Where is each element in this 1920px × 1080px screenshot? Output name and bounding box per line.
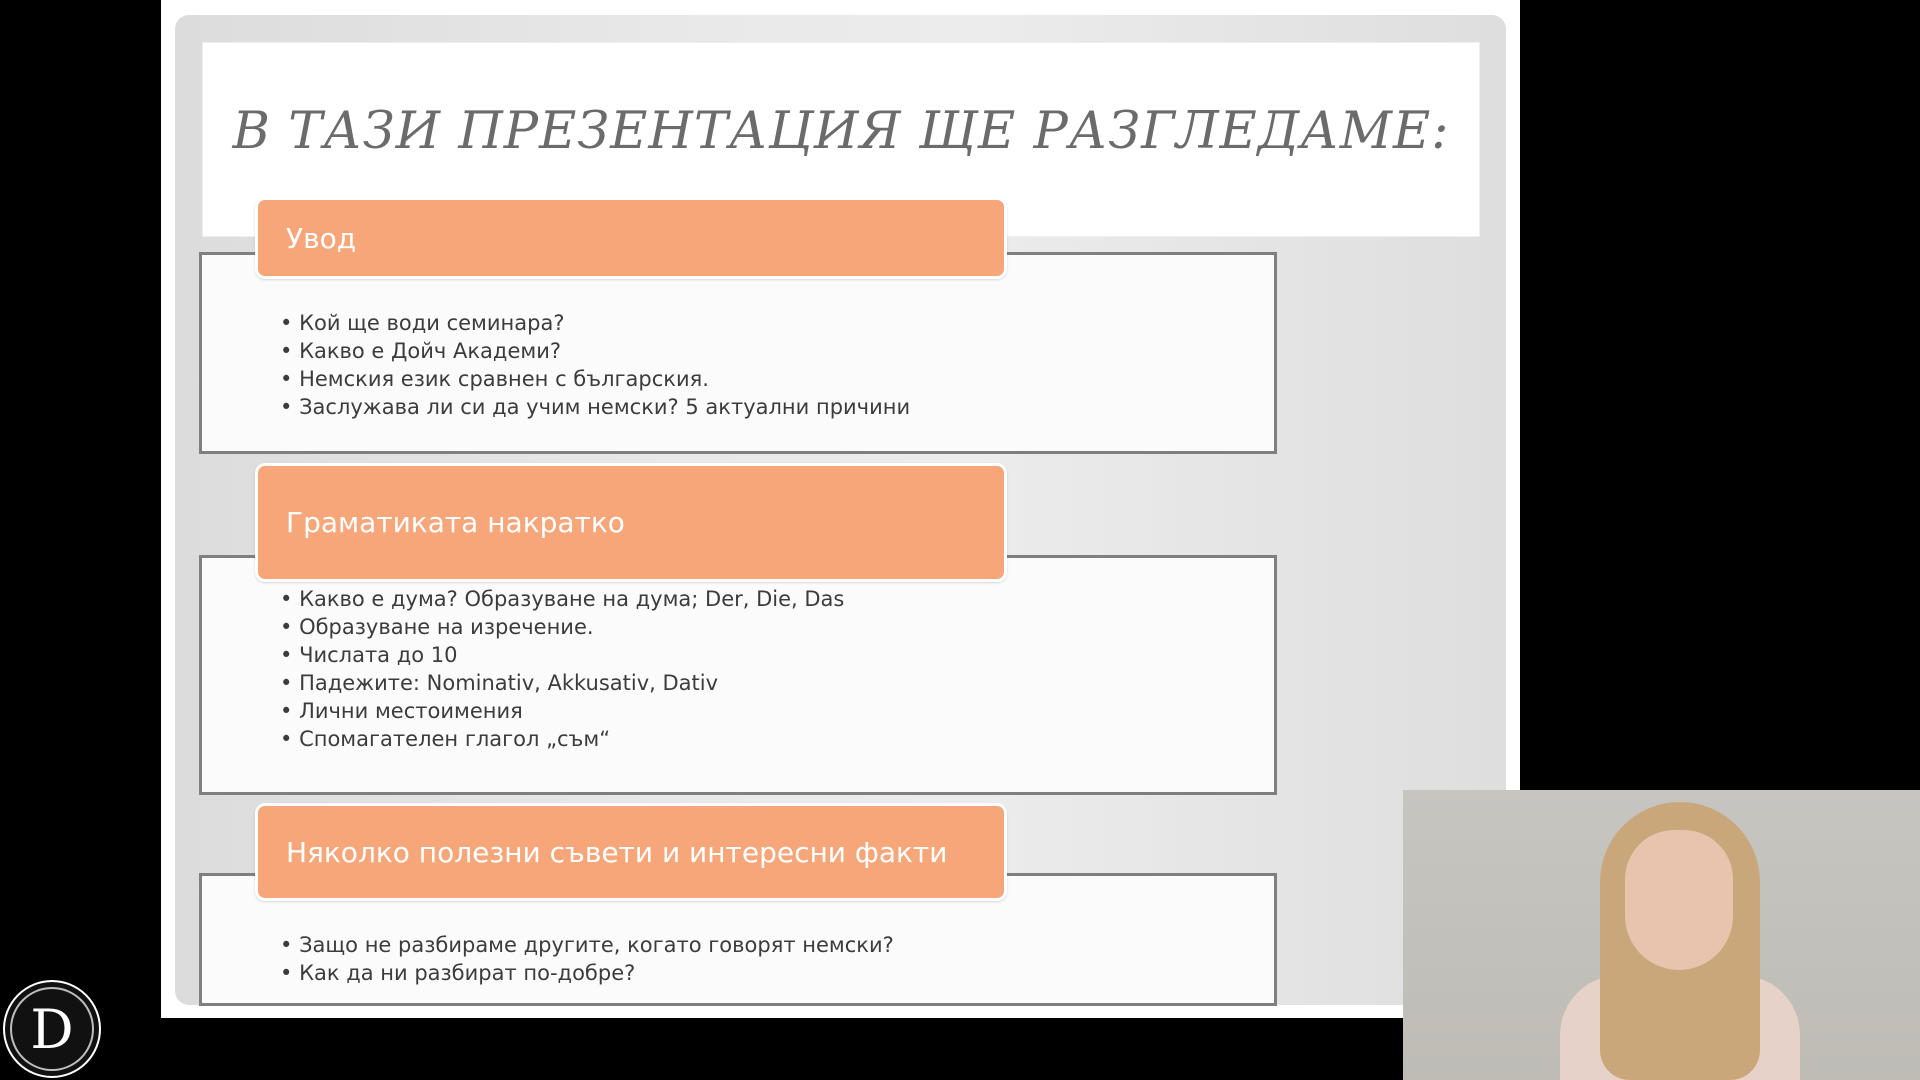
list-item: • Лични местоимения [280, 697, 844, 725]
section-header-grammar [255, 463, 1007, 582]
channel-logo [3, 980, 101, 1078]
list-item: • Спомагателен глагол „съм“ [280, 725, 844, 753]
presenter-face [1625, 830, 1733, 970]
list-item: • Какво е дума? Образуване на дума; Der, Die, Das [280, 585, 844, 613]
section-heading: Няколко полезни съвети и интересни факти [286, 835, 948, 869]
list-item: • Немския език сравнен с българския. [280, 365, 910, 393]
list-item: • Какво е Дойч Академи? [280, 337, 910, 365]
list-item: • Как да ни разбират по-добре? [280, 959, 894, 987]
section-list-grammar [280, 585, 844, 753]
logo-letter: D [30, 997, 74, 1061]
list-item: • Заслужава ли си да учим немски? 5 актуални причини [280, 393, 910, 421]
section-heading: Граматиката накратко [286, 506, 625, 539]
list-item: • Числата до 10 [280, 641, 844, 669]
list-item: • Падежите: Nominativ, Akkusativ, Dativ [280, 669, 844, 697]
section-list-intro [280, 309, 910, 421]
list-item: • Образуване на изречение. [280, 613, 844, 641]
section-heading: Увод [286, 221, 357, 255]
section-header-tips [255, 803, 1007, 901]
list-item: • Защо не разбираме другите, когато говорят немски? [280, 931, 894, 959]
section-header-intro [255, 197, 1007, 279]
slide-title: В ТАЗИ ПРЕЗЕНТАЦИЯ ЩЕ РАЗГЛЕДАМЕ: [232, 102, 1450, 161]
section-list-tips [280, 931, 894, 987]
list-item: • Кой ще води семинара? [280, 309, 910, 337]
